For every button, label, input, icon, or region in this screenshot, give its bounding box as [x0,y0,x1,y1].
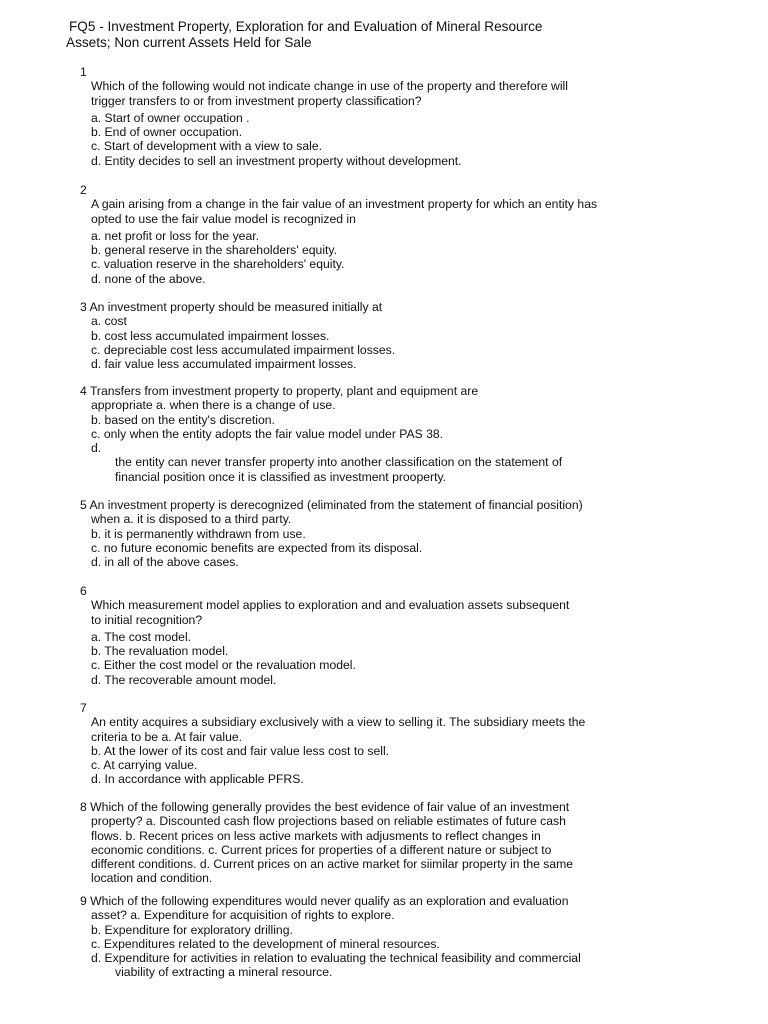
answer-option: c. Start of development with a view to sale. [91,139,322,154]
question-number: 7 [80,701,87,715]
question-8 [80,800,680,886]
question-stem: asset? a. Expenditure for acquisition of rights to explore. [91,908,395,923]
question-9 [80,894,680,980]
question-stem: A gain arising from a change in the fair value of an investment property for which an entity has [91,197,598,212]
answer-option-text: financial position once it is classified as investment prooperty. [115,469,447,484]
answer-option: c. Either the cost model or the revaluation model. [91,658,356,673]
answer-option: d. Expenditure for activities in relation to evaluating the technical feasibility and commercial [91,951,581,966]
question-4 [80,384,680,484]
answer-option: b. At the lower of its cost and fair value less cost to sell. [91,743,390,758]
answer-option: c. only when the entity adopts the fair value model under PAS 38. [91,426,444,441]
question-stem: location and condition. [91,871,213,886]
answer-option: d. Entity decides to sell an investment property without development. [91,153,462,168]
answer-option: d. in all of the above cases. [91,555,239,570]
question-stem: Which measurement model applies to exploration and and evaluation assets subsequent [91,598,570,613]
answer-option: a. Start of owner occupation . [91,110,250,125]
title-line-1: FQ5 - Investment Property, Exploration for and Evaluation of Mineral Resource [69,19,543,34]
answer-option: c. no future economic benefits are expected from its disposal. [91,540,423,555]
question-number: 2 [80,183,87,197]
answer-option: c. valuation reserve in the shareholders' equity. [91,257,345,272]
answer-option: b. based on the entity's discretion. [91,412,275,427]
question-stem: 9 Which of the following expenditures would never qualify as an exploration and evaluation [80,894,569,908]
answer-option: b. End of owner occupation. [91,125,243,140]
answer-option: b. cost less accumulated impairment losses. [91,328,330,343]
question-stem: economic conditions. c. Current prices for properties of a different nature or subject to [91,842,552,857]
answer-option: d. [91,441,102,456]
question-stem: opted to use the fair value model is recognized in [91,211,356,226]
question-stem: trigger transfers to or from investment property classification? [91,93,422,108]
question-stem: 4 Transfers from investment property to property, plant and equipment are [80,384,479,398]
question-stem: to initial recognition? [91,612,203,627]
question-5 [80,498,680,569]
answer-option: d. none of the above. [91,271,206,286]
question-stem: criteria to be a. At fair value. [91,729,243,744]
question-7 [80,701,680,787]
answer-option: a. net profit or loss for the year. [91,228,259,243]
question-stem: 3 An investment property should be measured initially at [80,300,383,314]
answer-option: b. The revaluation model. [91,644,229,659]
answer-option: when a. it is disposed to a third party. [91,512,292,527]
question-stem: property? a. Discounted cash flow projections based on reliable estimates of future cash [91,814,566,829]
question-number: 1 [80,65,87,79]
question-stem: 8 Which of the following generally provides the best evidence of fair value of an investment [80,800,570,814]
answer-option: d. The recoverable amount model. [91,672,277,687]
answer-option: b. general reserve in the shareholders' equity. [91,243,337,258]
answer-option: a. cost [91,314,127,329]
answer-option: appropriate a. when there is a change of use. [91,398,336,413]
answer-option: c. depreciable cost less accumulated impairment losses. [91,342,396,357]
question-stem: flows. b. Recent prices on less active markets with adjusments to reflect changes in [91,828,541,843]
question-stem: 5 An investment property is derecognized (eliminated from the statement of financial position) [80,498,583,512]
document-title [66,19,542,51]
question-stem: An entity acquires a subsidiary exclusively with a view to selling it. The subsidiary meets the [91,715,586,730]
answer-option-text: the entity can never transfer property into another classification on the statement of [115,455,563,470]
question-3 [80,300,680,371]
question-1 [80,65,680,168]
answer-option: b. it is permanently withdrawn from use. [91,526,306,541]
question-6 [80,584,680,687]
question-2 [80,183,680,286]
answer-option-text: viability of extracting a mineral resource. [115,965,333,980]
question-stem: Which of the following would not indicate change in use of the property and therefore will [91,79,568,94]
answer-option: d. fair value less accumulated impairment losses. [91,357,357,372]
title-line-2: Assets; Non current Assets Held for Sale [66,35,312,50]
question-stem: different conditions. d. Current prices on an active market for siimilar property in the same [91,857,574,872]
answer-option: c. At carrying value. [91,758,198,773]
answer-option: c. Expenditures related to the development of mineral resources. [91,936,440,951]
answer-option: b. Expenditure for exploratory drilling. [91,922,293,937]
answer-option: d. In accordance with applicable PFRS. [91,772,304,787]
answer-option: a. The cost model. [91,629,192,644]
question-number: 6 [80,584,87,598]
